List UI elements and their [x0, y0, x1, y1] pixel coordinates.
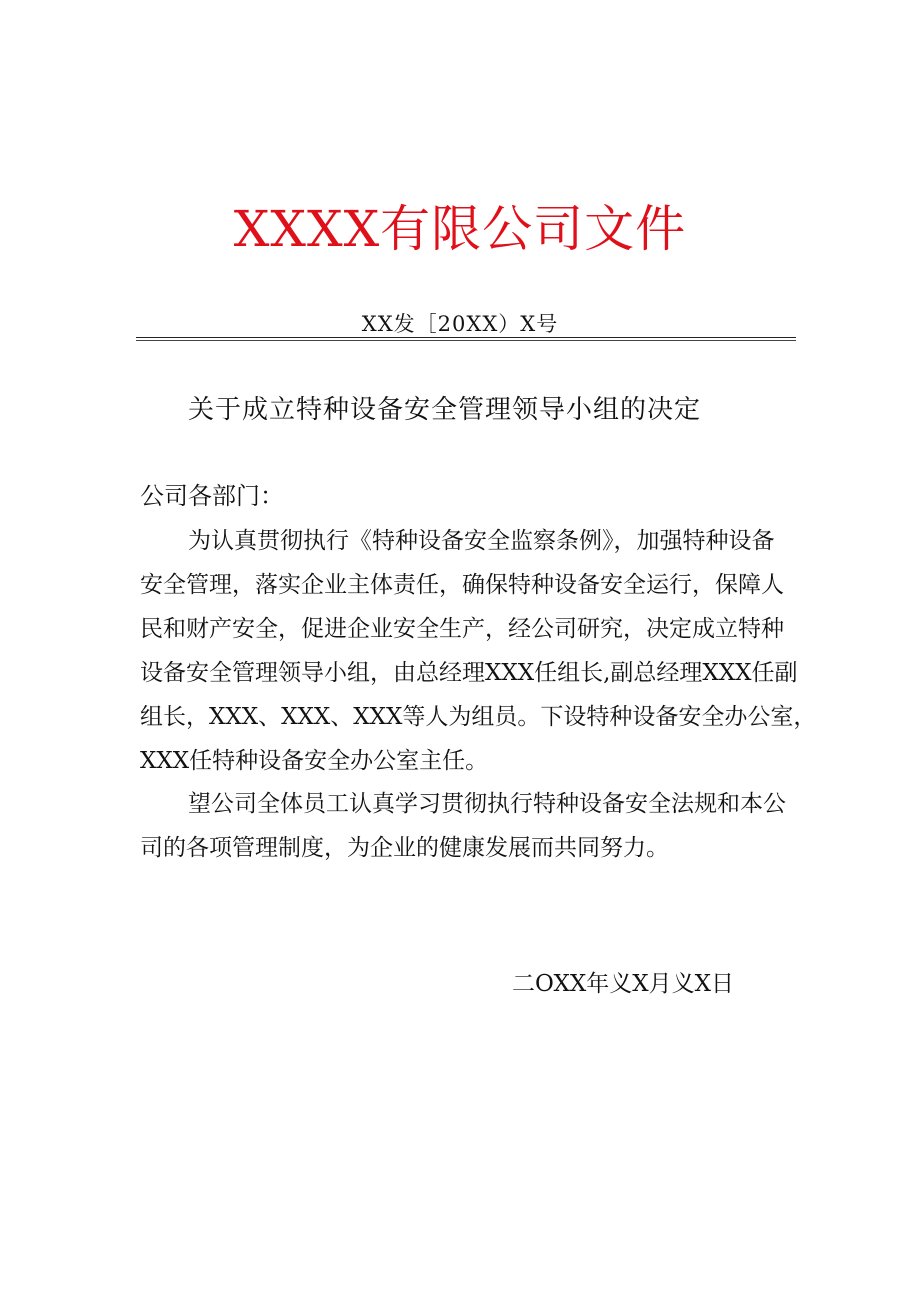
document-subject: 关于成立特种设备安全管理领导小组的决定: [188, 395, 702, 425]
document-date: 二OXX年义X月义X日: [512, 971, 734, 997]
document-header-title: XXXX有限公司文件: [233, 200, 687, 258]
header-divider: [136, 337, 796, 338]
paragraph-1-line-6: XXX任特种设备安全办公室主任。: [140, 748, 489, 774]
paragraph-2-line-2: 司的各项管理制度，为企业的健康发展而共同努力。: [140, 835, 669, 861]
paragraph-1-line-5: 组长，XXX、XXX、XXX等人为组员。下设特种设备安全办公室，: [140, 704, 817, 730]
header-divider-second: [136, 340, 796, 341]
paragraph-2-line-1: 望公司全体员工认真学习贯彻执行特种设备安全法规和本公: [188, 791, 786, 817]
document-number: XX发［20XX）X号: [361, 312, 559, 336]
paragraph-1-line-4: 设备安全管理领导小组，由总经理XXX任组长,副总经理XXX任副: [140, 660, 798, 686]
paragraph-1-line-3: 民和财产安全，促进企业安全生产，经公司研究，决定成立特种: [140, 616, 784, 642]
paragraph-1-line-1: 为认真贯彻执行《特种设备安全监察条例》，加强特种设备: [188, 528, 775, 554]
salutation: 公司各部门：: [140, 482, 284, 510]
paragraph-1-line-2: 安全管理，落实企业主体责任，确保特种设备安全运行，保障人: [140, 572, 784, 598]
